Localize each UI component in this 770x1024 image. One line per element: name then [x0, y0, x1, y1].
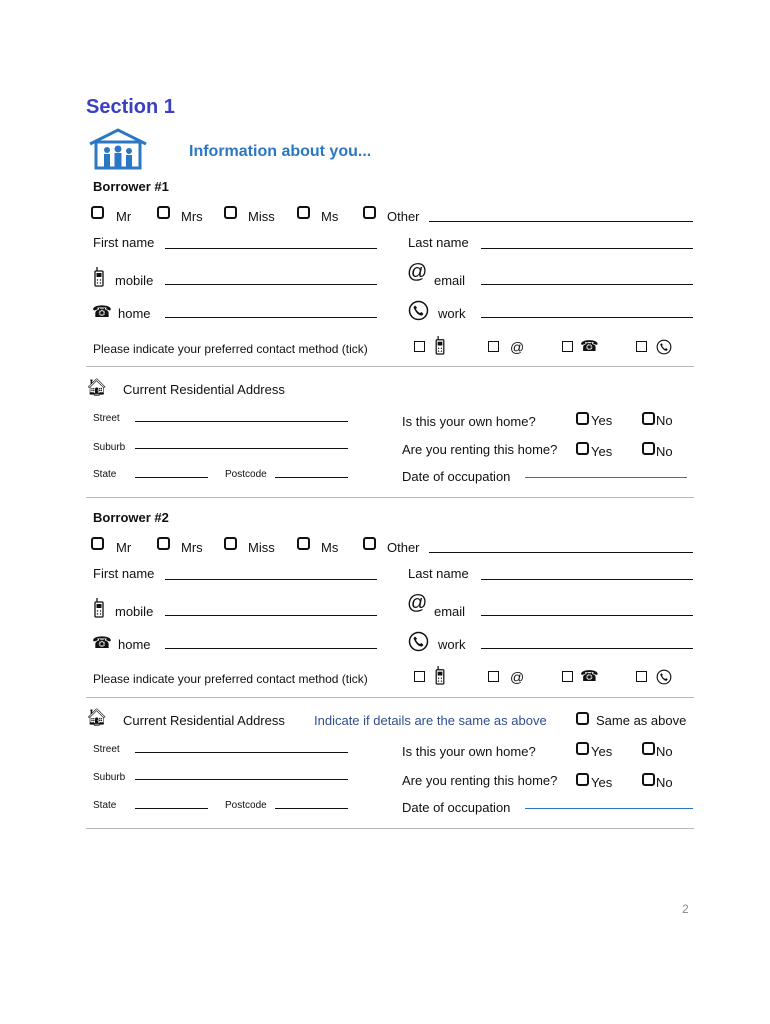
telephone-icon: ☎ [580, 338, 599, 355]
home-icon: 🏠︎ [86, 708, 108, 727]
b2-other-field[interactable] [429, 552, 693, 553]
b1-other-field[interactable] [429, 221, 693, 222]
b2-mobile-label: mobile [115, 604, 154, 619]
b1-postcode-field[interactable] [275, 477, 348, 478]
telephone-icon: ☎ [92, 304, 112, 321]
b2-home-label: home [118, 637, 151, 652]
b1-renting-label: Are you renting this home? [402, 442, 558, 457]
b2-work-label: work [438, 637, 466, 652]
telephone-icon: ☎ [580, 668, 599, 685]
b2-pref-email-checkbox[interactable] [488, 671, 499, 682]
b1-state-field[interactable] [135, 477, 208, 478]
at-icon: @ [510, 669, 525, 685]
divider [86, 697, 694, 698]
b1-title-miss-checkbox[interactable] [224, 206, 237, 219]
b1-last-name-field[interactable] [481, 248, 693, 249]
b2-date-occupation-field[interactable] [525, 808, 693, 809]
b2-own-home-yes-label: Yes [591, 744, 613, 759]
b1-home-label: home [118, 306, 151, 321]
divider [86, 828, 694, 829]
b2-email-field[interactable] [481, 615, 693, 616]
b1-own-home-no-label: No [656, 413, 673, 428]
b1-renting-yes-label: Yes [591, 444, 613, 459]
mobile-phone-icon [92, 266, 106, 288]
b2-pref-work-checkbox[interactable] [636, 671, 647, 682]
b2-renting-no-label: No [656, 775, 673, 790]
b1-pref-work-checkbox[interactable] [636, 341, 647, 352]
b1-renting-yes-checkbox[interactable] [576, 442, 589, 455]
b1-title-mr-checkbox[interactable] [91, 206, 104, 219]
b1-title-mr-label: Mr [116, 209, 132, 224]
section-title: Section 1 [86, 96, 175, 118]
b2-own-home-no-label: No [656, 744, 673, 759]
b2-own-home-yes-checkbox[interactable] [576, 742, 589, 755]
b1-title-other-label: Other [387, 209, 420, 224]
b2-suburb-field[interactable] [135, 779, 348, 780]
b1-own-home-no-checkbox[interactable] [642, 412, 655, 425]
b2-title-other-checkbox[interactable] [363, 537, 376, 550]
borrower-1-label: Borrower #1 [93, 179, 169, 194]
mobile-phone-icon [434, 335, 446, 355]
b1-work-field[interactable] [481, 317, 693, 318]
b1-street-label: Street [93, 413, 120, 424]
b1-email-field[interactable] [481, 284, 693, 285]
b2-first-name-label: First name [93, 566, 155, 581]
at-icon: @ [510, 339, 525, 355]
b2-state-label: State [93, 800, 117, 811]
b2-postcode-label: Postcode [225, 800, 267, 811]
b2-pref-home-checkbox[interactable] [562, 671, 573, 682]
b2-renting-no-checkbox[interactable] [642, 773, 655, 786]
at-icon: @ [407, 592, 428, 614]
telephone-icon: ☎ [92, 635, 112, 652]
b2-renting-yes-label: Yes [591, 775, 613, 790]
b2-title-mr-label: Mr [116, 540, 132, 555]
b1-renting-no-label: No [656, 444, 673, 459]
b2-title-miss-label: Miss [248, 540, 275, 555]
b1-date-occupation-label: Date of occupation [402, 469, 511, 484]
b1-home-field[interactable] [165, 317, 377, 318]
work-phone-icon [407, 630, 429, 652]
b2-own-home-label: Is this your own home? [402, 744, 536, 759]
b1-title-ms-label: Ms [321, 209, 339, 224]
b2-title-mr-checkbox[interactable] [91, 537, 104, 550]
b2-title-ms-label: Ms [321, 540, 339, 555]
b1-suburb-field[interactable] [135, 448, 348, 449]
b2-own-home-no-checkbox[interactable] [642, 742, 655, 755]
work-phone-icon [655, 668, 672, 685]
b1-own-home-yes-label: Yes [591, 413, 613, 428]
b2-title-mrs-label: Mrs [181, 540, 203, 555]
b1-pref-email-checkbox[interactable] [488, 341, 499, 352]
mobile-phone-icon [434, 665, 446, 685]
same-as-above-checkbox[interactable] [576, 712, 589, 725]
b1-mobile-field[interactable] [165, 284, 377, 285]
b2-pref-mobile-checkbox[interactable] [414, 671, 425, 682]
b2-last-name-label: Last name [408, 566, 469, 581]
b1-email-label: email [434, 273, 466, 288]
divider [86, 497, 694, 498]
b2-email-label: email [434, 604, 466, 619]
b1-title-ms-checkbox[interactable] [297, 206, 310, 219]
work-phone-icon [655, 338, 672, 355]
b2-suburb-label: Suburb [93, 772, 126, 783]
b2-home-field[interactable] [165, 648, 377, 649]
b2-title-miss-checkbox[interactable] [224, 537, 237, 550]
b1-first-name-label: First name [93, 235, 155, 250]
b2-first-name-field[interactable] [165, 579, 377, 580]
b1-first-name-field[interactable] [165, 248, 377, 249]
page-number: 2 [682, 902, 689, 916]
b1-pref-mobile-checkbox[interactable] [414, 341, 425, 352]
b1-own-home-label: Is this your own home? [402, 414, 536, 429]
b2-street-field[interactable] [135, 752, 348, 753]
b2-state-field[interactable] [135, 808, 208, 809]
home-icon: 🏠︎ [86, 378, 108, 397]
b1-date-occupation-field[interactable] [525, 477, 687, 478]
b1-title-mrs-checkbox[interactable] [157, 206, 170, 219]
work-phone-icon [407, 299, 429, 321]
same-as-above-label: Same as above [596, 713, 687, 728]
b1-last-name-label: Last name [408, 235, 469, 250]
b2-date-occupation-label: Date of occupation [402, 800, 511, 815]
b2-title-mrs-checkbox[interactable] [157, 537, 170, 550]
b2-title-other-label: Other [387, 540, 420, 555]
b1-state-label: State [93, 469, 117, 480]
b2-address-heading: Current Residential Address [123, 713, 285, 728]
b1-title-mrs-label: Mrs [181, 209, 203, 224]
b2-postcode-field[interactable] [275, 808, 348, 809]
b1-mobile-label: mobile [115, 273, 154, 288]
borrower-2-label: Borrower #2 [93, 510, 169, 525]
b2-title-ms-checkbox[interactable] [297, 537, 310, 550]
b2-contact-pref-label: Please indicate your preferred contact method (tick) [93, 672, 368, 686]
b1-title-other-checkbox[interactable] [363, 206, 376, 219]
b1-own-home-yes-checkbox[interactable] [576, 412, 589, 425]
b1-contact-pref-label: Please indicate your preferred contact method (tick) [93, 342, 368, 356]
section-subtitle: Information about you... [189, 143, 372, 160]
mobile-phone-icon [92, 597, 106, 619]
b1-postcode-label: Postcode [225, 469, 267, 480]
b1-street-field[interactable] [135, 421, 348, 422]
divider [86, 366, 694, 367]
b2-renting-label: Are you renting this home? [402, 773, 558, 788]
at-icon: @ [407, 261, 428, 283]
b2-street-label: Street [93, 744, 120, 755]
b1-suburb-label: Suburb [93, 442, 126, 453]
same-as-above-hint: Indicate if details are the same as above [314, 713, 547, 728]
b2-work-field[interactable] [481, 648, 693, 649]
b1-work-label: work [438, 306, 466, 321]
b2-renting-yes-checkbox[interactable] [576, 773, 589, 786]
b1-title-miss-label: Miss [248, 209, 275, 224]
house-logo-icon [88, 128, 148, 170]
b2-last-name-field[interactable] [481, 579, 693, 580]
b1-renting-no-checkbox[interactable] [642, 442, 655, 455]
b1-pref-home-checkbox[interactable] [562, 341, 573, 352]
b2-mobile-field[interactable] [165, 615, 377, 616]
b1-address-heading: Current Residential Address [123, 382, 285, 397]
